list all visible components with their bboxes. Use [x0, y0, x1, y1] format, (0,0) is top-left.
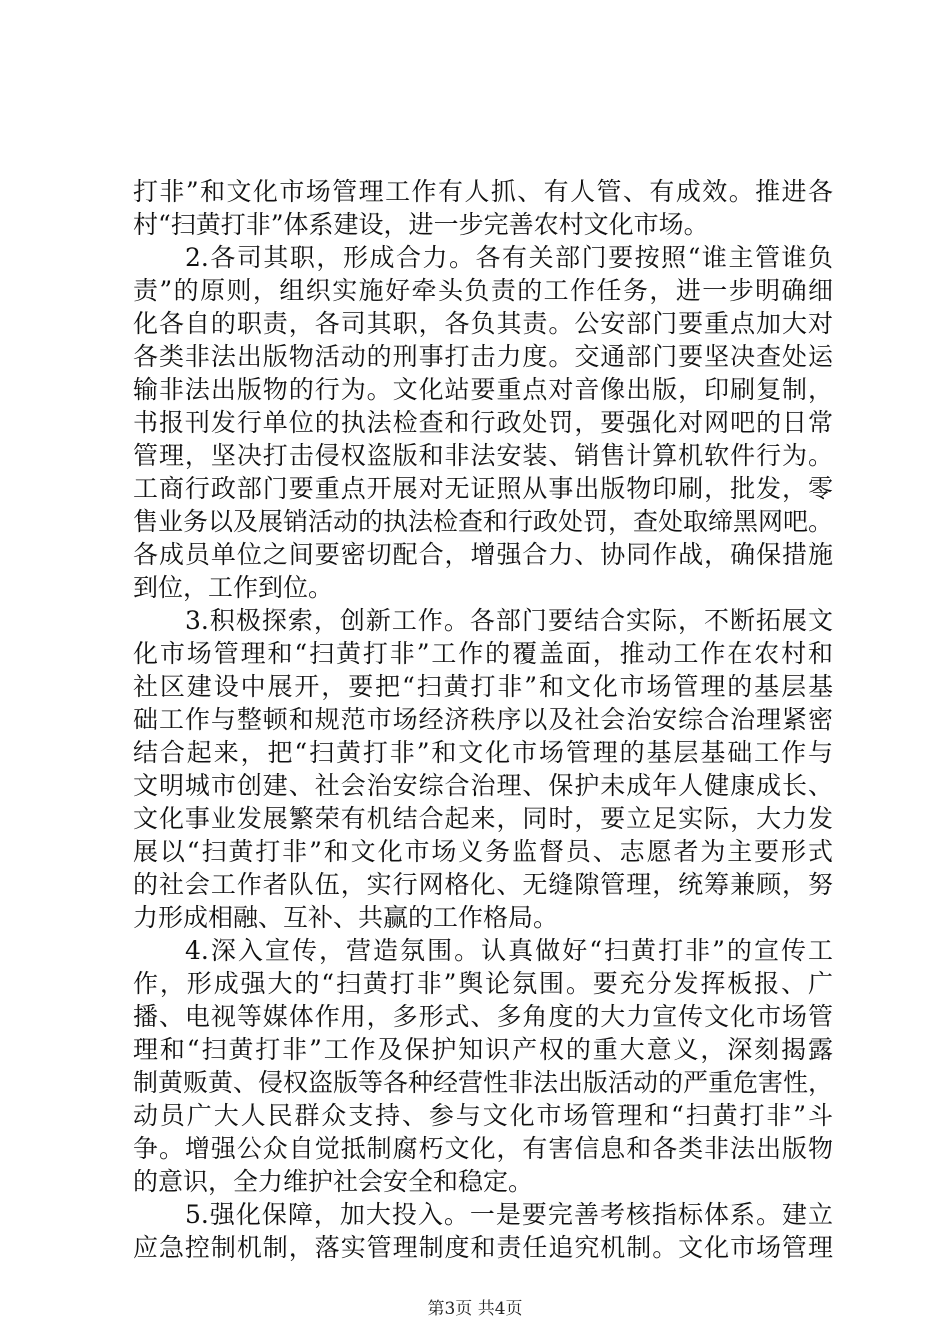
- section-heading-line: 3.积极探索，创新工作。各部门要结合实际，不断拓展文: [185, 606, 833, 635]
- body-text-line: 的意识，全力维护社会安全和稳定。: [133, 1167, 534, 1196]
- body-text-line: 理和“扫黄打非”工作及保护知识产权的重大意义，深刻揭露: [133, 1035, 833, 1064]
- body-text-line: 各成员单位之间要密切配合，增强合力、协同作战，确保措施: [133, 540, 833, 569]
- section-heading-line: 2.各司其职，形成合力。各有关部门要按照“谁主管谁负: [185, 243, 833, 272]
- body-text-line: 社区建设中展开，要把“扫黄打非”和文化市场管理的基层基: [133, 672, 833, 701]
- body-text-line: 结合起来，把“扫黄打非”和文化市场管理的基层基础工作与: [133, 738, 833, 767]
- body-text-line: 制黄贩黄、侵权盗版等各种经营性非法出版活动的严重危害性，: [133, 1068, 833, 1097]
- body-text-line: 文化事业发展繁荣有机结合起来，同时，要立足实际，大力发: [133, 804, 833, 833]
- body-text-line: 各类非法出版物活动的刑事打击力度。交通部门要坚决查处运: [133, 342, 833, 371]
- page-number-footer: 第3页 共4页: [427, 1299, 523, 1319]
- section-heading-line: 5.强化保障，加大投入。一是要完善考核指标体系。建立: [185, 1200, 833, 1229]
- body-text-line: 文明城市创建、社会治安综合治理、保护未成年人健康成长、: [133, 771, 833, 800]
- body-text-line: 化各自的职责，各司其职，各负其责。公安部门要重点加大对: [133, 309, 833, 338]
- body-text-line: 工商行政部门要重点开展对无证照从事出版物印刷，批发，零: [133, 474, 833, 503]
- body-text-line: 打非”和文化市场管理工作有人抓、有人管、有成效。推进各: [133, 177, 833, 206]
- body-text-line: 作，形成强大的“扫黄打非”舆论氛围。要充分发挥板报、广: [133, 969, 833, 998]
- body-text-line: 应急控制机制，落实管理制度和责任追究机制。文化市场管理: [133, 1233, 833, 1262]
- section-heading-line: 4.深入宣传，营造氛围。认真做好“扫黄打非”的宣传工: [185, 936, 833, 965]
- body-text-line: 的社会工作者队伍，实行网格化、无缝隙管理，统筹兼顾，努: [133, 870, 833, 899]
- body-text-line: 展以“扫黄打非”和文化市场义务监督员、志愿者为主要形式: [133, 837, 833, 866]
- body-text-line: 到位，工作到位。: [133, 573, 334, 602]
- body-text-line: 村“扫黄打非”体系建设，进一步完善农村文化市场。: [133, 210, 709, 239]
- body-text-line: 动员广大人民群众支持、参与文化市场管理和“扫黄打非”斗: [133, 1101, 833, 1130]
- body-text-line: 础工作与整顿和规范市场经济秩序以及社会治安综合治理紧密: [133, 705, 833, 734]
- body-text-line: 管理，坚决打击侵权盗版和非法安装、销售计算机软件行为。: [133, 441, 833, 470]
- body-text-line: 责”的原则，组织实施好牵头负责的工作任务，进一步明确细: [133, 276, 833, 305]
- body-text-line: 书报刊发行单位的执法检查和行政处罚，要强化对网吧的日常: [133, 408, 833, 437]
- body-text-line: 化市场管理和“扫黄打非”工作的覆盖面，推动工作在农村和: [133, 639, 833, 668]
- body-text-line: 输非法出版物的行为。文化站要重点对音像出版，印刷复制，: [133, 375, 833, 404]
- body-text-line: 售业务以及展销活动的执法检查和行政处罚，查处取缔黑网吧。: [133, 507, 833, 536]
- body-text-line: 力形成相融、互补、共赢的工作格局。: [133, 903, 559, 932]
- body-text-line: 播、电视等媒体作用，多形式、多角度的大力宣传文化市场管: [133, 1002, 833, 1031]
- body-text-line: 争。增强公众自觉抵制腐朽文化，有害信息和各类非法出版物: [133, 1134, 833, 1163]
